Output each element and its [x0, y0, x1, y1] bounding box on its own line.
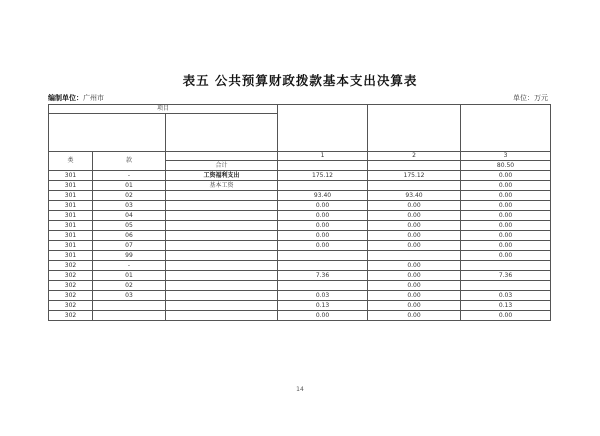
table-row: [49, 231, 551, 241]
cell-personnel: [368, 181, 461, 191]
header-subject-code: [49, 114, 166, 152]
cell-total: 0.00: [278, 241, 368, 251]
header-col2: 2: [368, 152, 461, 161]
table-row: [49, 271, 551, 281]
cell-kuan: 07: [93, 241, 166, 251]
header-public: [461, 105, 551, 152]
cell-total: [278, 161, 368, 171]
cell-name: [166, 231, 278, 241]
header-subject-name: [166, 114, 278, 152]
cell-lei: 302: [49, 281, 93, 291]
table-row: [49, 241, 551, 251]
table-row: [49, 181, 551, 191]
cell-total: [278, 251, 368, 261]
cell-lei: 302: [49, 301, 93, 311]
cell-lei: 301: [49, 241, 93, 251]
cell-total: 7.36: [278, 271, 368, 281]
header-personnel: [368, 105, 461, 152]
cell-name: [166, 201, 278, 211]
cell-kuan: 04: [93, 211, 166, 221]
cell-name: [166, 211, 278, 221]
cell-public: 80.50: [461, 161, 551, 171]
cell-total: 0.13: [278, 301, 368, 311]
expenditure-table: [48, 104, 551, 321]
cell-lei: 301: [49, 201, 93, 211]
cell-personnel: 0.00: [368, 291, 461, 301]
table-row: [49, 281, 551, 291]
cell-name: 合计: [166, 161, 278, 171]
currency-unit: 单位：万元: [513, 94, 548, 102]
cell-personnel: 0.00: [368, 201, 461, 211]
cell-name: [166, 191, 278, 201]
cell-lei: 301: [49, 221, 93, 231]
table-row: [49, 191, 551, 201]
cell-lei: 301: [49, 181, 93, 191]
cell-kuan: -: [93, 261, 166, 271]
compiling-unit-name: 广州市: [83, 94, 104, 102]
page-number: 14: [296, 386, 304, 393]
header-lanci: [166, 152, 278, 161]
cell-personnel: 0.00: [368, 301, 461, 311]
cell-lei: 302: [49, 291, 93, 301]
cell-kuan: [93, 301, 166, 311]
table-row: [49, 201, 551, 211]
cell-name: 工资福利支出: [166, 171, 278, 181]
cell-kuan: -: [93, 171, 166, 181]
cell-lei: 301: [49, 211, 93, 221]
cell-public: [461, 281, 551, 291]
table-row: [49, 251, 551, 261]
cell-personnel: [368, 161, 461, 171]
cell-total: 0.03: [278, 291, 368, 301]
table-title: 表五 公共预算财政拨款基本支出决算表: [182, 73, 418, 88]
cell-kuan: 05: [93, 221, 166, 231]
cell-kuan: 03: [93, 291, 166, 301]
cell-public: 0.13: [461, 301, 551, 311]
cell-total: [278, 261, 368, 271]
cell-lei: 302: [49, 271, 93, 281]
cell-total: 0.00: [278, 211, 368, 221]
cell-lei: 302: [49, 311, 93, 321]
cell-public: 0.00: [461, 211, 551, 221]
header-row-index: [49, 152, 551, 161]
cell-personnel: [368, 251, 461, 261]
table-row: [49, 291, 551, 301]
table-row: [49, 261, 551, 271]
cell-public: 0.00: [461, 231, 551, 241]
cell-public: 0.00: [461, 201, 551, 211]
project-header: 项目: [49, 105, 278, 114]
cell-name: [166, 311, 278, 321]
cell-public: 7.36: [461, 271, 551, 281]
cell-total: 0.00: [278, 201, 368, 211]
cell-lei: 301: [49, 171, 93, 181]
cell-total: 0.00: [278, 311, 368, 321]
cell-personnel: 0.00: [368, 211, 461, 221]
cell-lei: 301: [49, 251, 93, 261]
cell-personnel: 0.00: [368, 281, 461, 291]
cell-lei: 302: [49, 261, 93, 271]
cell-name: [166, 281, 278, 291]
cell-public: 0.00: [461, 191, 551, 201]
cell-lei: 301: [49, 231, 93, 241]
cell-name: [166, 251, 278, 261]
cell-kuan: 01: [93, 271, 166, 281]
cell-total: 0.00: [278, 231, 368, 241]
table-row: [49, 301, 551, 311]
cell-name: [166, 291, 278, 301]
cell-name: [166, 241, 278, 251]
cell-public: 0.00: [461, 311, 551, 321]
cell-personnel: 0.00: [368, 241, 461, 251]
cell-total: [278, 181, 368, 191]
header-row-project: [49, 105, 551, 114]
table-row: [49, 171, 551, 181]
cell-kuan: 99: [93, 251, 166, 261]
cell-public: 0.00: [461, 241, 551, 251]
header-lei: 类: [49, 152, 93, 171]
cell-kuan: 06: [93, 231, 166, 241]
cell-name: [166, 271, 278, 281]
cell-name: [166, 261, 278, 271]
cell-personnel: 0.00: [368, 311, 461, 321]
table-body: [49, 105, 551, 321]
cell-total: [278, 281, 368, 291]
cell-public: 0.00: [461, 221, 551, 231]
cell-kuan: 02: [93, 281, 166, 291]
cell-kuan: 02: [93, 191, 166, 201]
cell-public: 0.03: [461, 291, 551, 301]
cell-lei: 301: [49, 191, 93, 201]
header-total: [278, 105, 368, 152]
table-row: [49, 221, 551, 231]
cell-name: 基本工资: [166, 181, 278, 191]
table-row: [49, 211, 551, 221]
cell-kuan: [93, 311, 166, 321]
table-row: [49, 311, 551, 321]
cell-name: [166, 301, 278, 311]
cell-personnel: 0.00: [368, 261, 461, 271]
cell-kuan: 03: [93, 201, 166, 211]
compiling-unit-label: 编制单位：: [48, 94, 83, 102]
cell-personnel: 0.00: [368, 221, 461, 231]
cell-public: 0.00: [461, 181, 551, 191]
cell-personnel: 175.12: [368, 171, 461, 181]
cell-personnel: 93.40: [368, 191, 461, 201]
cell-personnel: 0.00: [368, 231, 461, 241]
cell-kuan: 01: [93, 181, 166, 191]
compiling-unit: [48, 93, 104, 103]
cell-total: 0.00: [278, 221, 368, 231]
cell-public: [461, 261, 551, 271]
cell-name: [166, 221, 278, 231]
cell-public: 0.00: [461, 171, 551, 181]
header-col1: 1: [278, 152, 368, 161]
cell-total: 175.12: [278, 171, 368, 181]
cell-total: 93.40: [278, 191, 368, 201]
header-col3: 3: [461, 152, 551, 161]
cell-public: 0.00: [461, 251, 551, 261]
cell-personnel: 0.00: [368, 271, 461, 281]
header-kuan: 款: [93, 152, 166, 171]
